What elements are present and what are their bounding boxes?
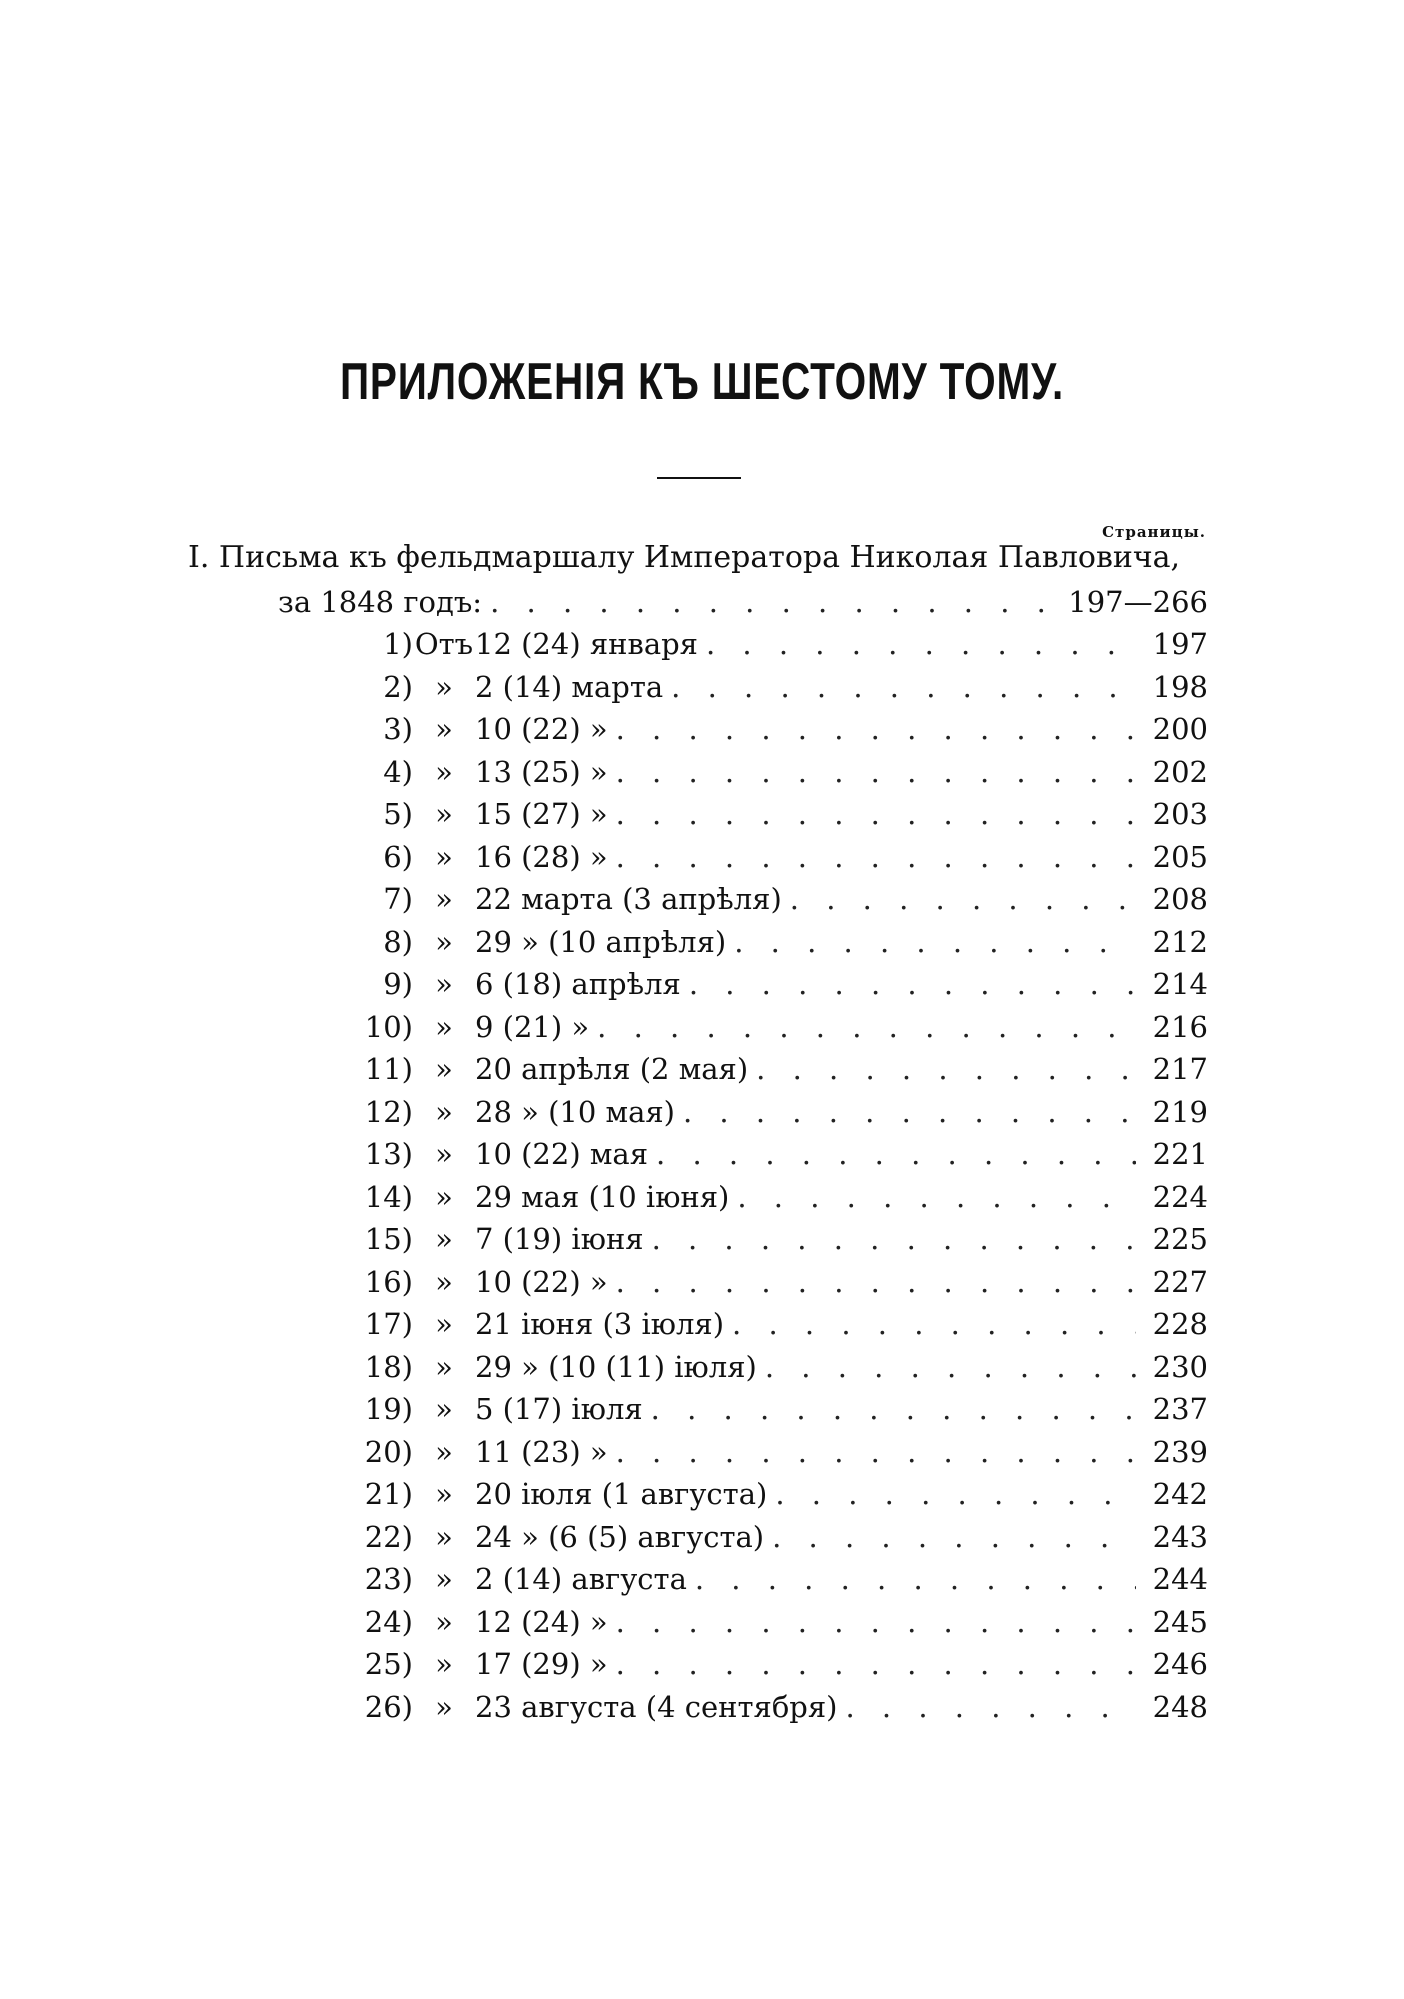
page-number: 245: [1152, 1604, 1208, 1639]
dot-leader: [652, 1222, 1136, 1256]
page-number: 203: [1152, 797, 1208, 831]
letter-date: 23 августа (4 сентября): [475, 1689, 838, 1724]
ditto-mark: »: [435, 839, 453, 874]
letter-date: 6 (18) апрѣля: [475, 967, 681, 1001]
item-number: 22): [364, 1519, 413, 1554]
list-item: [355, 1307, 1208, 1350]
item-number: 1): [383, 627, 413, 661]
ditto-mark: »: [435, 1562, 453, 1596]
page-number: 200: [1152, 712, 1208, 746]
ditto-mark: »: [435, 754, 453, 789]
letter-date: 5 (17) іюля: [475, 1392, 643, 1426]
page-number: 219: [1152, 1094, 1208, 1129]
ditto-mark: »: [435, 1647, 453, 1681]
section-year: за 1848 годъ:: [278, 585, 483, 619]
item-number: 2): [383, 669, 413, 704]
list-item: [355, 882, 1208, 925]
list-item: [355, 797, 1208, 840]
ditto-mark: »: [435, 1349, 453, 1384]
list-item: [355, 1222, 1208, 1265]
page-number: 237: [1152, 1392, 1208, 1426]
list-item: [355, 967, 1208, 1010]
list-item: [355, 627, 1208, 670]
item-number: 24): [364, 1604, 413, 1639]
ditto-mark: »: [435, 797, 453, 831]
page-number: 216: [1152, 1009, 1208, 1044]
letter-date: 10 (22) »: [475, 712, 608, 746]
dot-leader: [490, 585, 1060, 619]
list-item: [355, 840, 1208, 883]
letter-date: 24 » (6 (5) августа): [475, 1519, 765, 1554]
item-number: 21): [364, 1477, 413, 1511]
item-number: 14): [364, 1179, 413, 1214]
list-item: [355, 1095, 1208, 1138]
dot-leader: [689, 967, 1136, 1001]
dot-leader: [734, 925, 1136, 959]
ditto-mark: »: [435, 1179, 453, 1214]
dot-leader: [616, 1265, 1136, 1299]
list-item: [355, 670, 1208, 713]
page-number: 205: [1152, 839, 1208, 874]
ditto-mark: »: [435, 712, 453, 746]
list-item: [355, 1690, 1208, 1733]
letter-date: 2 (14) марта: [475, 669, 664, 704]
ditto-mark: »: [435, 1137, 453, 1171]
page-number: 228: [1152, 1307, 1208, 1341]
page-number: 198: [1152, 669, 1208, 704]
page-number: 217: [1152, 1052, 1208, 1086]
item-number: 12): [364, 1094, 413, 1129]
item-number: 5): [383, 797, 413, 831]
letter-date: 20 апрѣля (2 мая): [475, 1052, 749, 1086]
letter-date: 10 (22) мая: [475, 1137, 649, 1171]
dot-leader: [737, 1180, 1136, 1214]
ditto-mark: »: [435, 1094, 453, 1129]
ditto-mark: »: [435, 1689, 453, 1724]
dot-leader: [790, 882, 1136, 916]
list-item: [355, 1562, 1208, 1605]
ditto-mark: »: [435, 882, 453, 916]
letters-list: [355, 627, 1208, 1732]
list-item: [355, 1477, 1208, 1520]
dot-leader: [616, 1435, 1136, 1469]
ditto-mark: »: [435, 924, 453, 959]
dot-leader: [732, 1307, 1136, 1341]
page-number: 212: [1152, 924, 1208, 959]
list-item: [355, 755, 1208, 798]
dot-leader: [695, 1562, 1136, 1596]
ditto-mark: »: [435, 1264, 453, 1299]
item-number: 7): [383, 882, 413, 916]
letter-date: 7 (19) іюня: [475, 1222, 644, 1256]
page-number: 230: [1152, 1349, 1208, 1384]
page-number: 225: [1152, 1222, 1208, 1256]
letter-date: 22 марта (3 апрѣля): [475, 882, 782, 916]
page-number: 248: [1152, 1689, 1208, 1724]
list-item: [355, 1052, 1208, 1095]
item-number: 15): [364, 1222, 413, 1256]
ditto-mark: »: [435, 1052, 453, 1086]
dot-leader: [616, 712, 1136, 746]
list-item: [355, 1010, 1208, 1053]
list-item: [355, 1392, 1208, 1435]
list-item: [355, 1350, 1208, 1393]
dot-leader: [616, 840, 1136, 874]
letter-date: 20 іюля (1 августа): [475, 1477, 768, 1511]
letter-date: 11 (23) »: [475, 1434, 608, 1469]
list-item: [355, 1520, 1208, 1563]
ditto-mark: »: [435, 967, 453, 1001]
letter-date: 28 » (10 мая): [475, 1094, 675, 1129]
letter-date: 10 (22) »: [475, 1264, 608, 1299]
item-number: 11): [364, 1052, 413, 1086]
item-number: 23): [364, 1562, 413, 1596]
list-item: [355, 1605, 1208, 1648]
list-item: [355, 1647, 1208, 1690]
dot-leader: [775, 1477, 1136, 1511]
letter-date: 12 (24) января: [475, 627, 698, 661]
page-number: 214: [1152, 967, 1208, 1001]
ditto-mark: »: [435, 1009, 453, 1044]
dot-leader: [651, 1392, 1136, 1426]
ditto-mark: Отъ: [414, 627, 474, 661]
item-number: 17): [364, 1307, 413, 1341]
page-number: 221: [1152, 1137, 1208, 1171]
ditto-mark: »: [435, 1434, 453, 1469]
dot-leader: [616, 797, 1136, 831]
section-heading: I. Письма къ фельдмаршалу Императора Николая Павловича,: [188, 540, 1181, 575]
item-number: 6): [383, 839, 413, 874]
page-number: 208: [1152, 882, 1208, 916]
dot-leader: [845, 1690, 1136, 1724]
item-number: 26): [364, 1689, 413, 1724]
letter-date: 15 (27) »: [475, 797, 608, 831]
pages-column-header: Страницы.: [1102, 523, 1206, 541]
dot-leader: [772, 1520, 1136, 1554]
list-item: [355, 925, 1208, 968]
page-number: 244: [1152, 1562, 1208, 1596]
item-number: 18): [364, 1349, 413, 1384]
letter-date: 29 » (10 (11) іюля): [475, 1349, 757, 1384]
dot-leader: [656, 1137, 1136, 1171]
ditto-mark: »: [435, 1519, 453, 1554]
letter-date: 12 (24) »: [475, 1604, 608, 1639]
dot-leader: [616, 1605, 1136, 1639]
letter-date: 9 (21) »: [475, 1009, 590, 1044]
ditto-mark: »: [435, 1222, 453, 1256]
dot-leader: [616, 755, 1136, 789]
page-number: 246: [1152, 1647, 1208, 1681]
item-number: 8): [383, 924, 413, 959]
page-number: 242: [1152, 1477, 1208, 1511]
ditto-mark: »: [435, 1307, 453, 1341]
item-number: 10): [364, 1009, 413, 1044]
letter-date: 13 (25) »: [475, 754, 608, 789]
page-number: 243: [1152, 1519, 1208, 1554]
dot-leader: [671, 670, 1136, 704]
letter-date: 29 » (10 апрѣля): [475, 924, 727, 959]
list-item: [355, 712, 1208, 755]
page-number: 227: [1152, 1264, 1208, 1299]
item-number: 25): [364, 1647, 413, 1681]
item-number: 16): [364, 1264, 413, 1299]
letter-date: 29 мая (10 іюня): [475, 1179, 730, 1214]
item-number: 13): [364, 1137, 413, 1171]
dot-leader: [597, 1010, 1136, 1044]
page-number: 197: [1152, 627, 1208, 661]
letter-date: 2 (14) августа: [475, 1562, 687, 1596]
title-divider: [657, 477, 741, 479]
dot-leader: [683, 1095, 1136, 1129]
ditto-mark: »: [435, 669, 453, 704]
dot-leader: [765, 1350, 1136, 1384]
ditto-mark: »: [435, 1604, 453, 1639]
section-subline: [278, 585, 1208, 619]
list-item: [355, 1180, 1208, 1223]
ditto-mark: »: [435, 1392, 453, 1426]
section-pages: 197—266: [1068, 585, 1208, 619]
list-item: [355, 1435, 1208, 1478]
page-title: ПРИЛОЖЕНІЯ КЪ ШЕСТОМУ ТОМУ.: [339, 353, 1065, 411]
item-number: 19): [364, 1392, 413, 1426]
letter-date: 17 (29) »: [475, 1647, 608, 1681]
item-number: 4): [383, 754, 413, 789]
page-number: 224: [1152, 1179, 1208, 1214]
page-number: 239: [1152, 1434, 1208, 1469]
letter-date: 16 (28) »: [475, 839, 608, 874]
dot-leader: [616, 1647, 1136, 1681]
list-item: [355, 1137, 1208, 1180]
ditto-mark: »: [435, 1477, 453, 1511]
dot-leader: [756, 1052, 1136, 1086]
page-number: 202: [1152, 754, 1208, 789]
item-number: 9): [383, 967, 413, 1001]
item-number: 20): [364, 1434, 413, 1469]
letter-date: 21 іюня (3 іюля): [475, 1307, 725, 1341]
dot-leader: [706, 627, 1136, 661]
list-item: [355, 1265, 1208, 1308]
item-number: 3): [383, 712, 413, 746]
